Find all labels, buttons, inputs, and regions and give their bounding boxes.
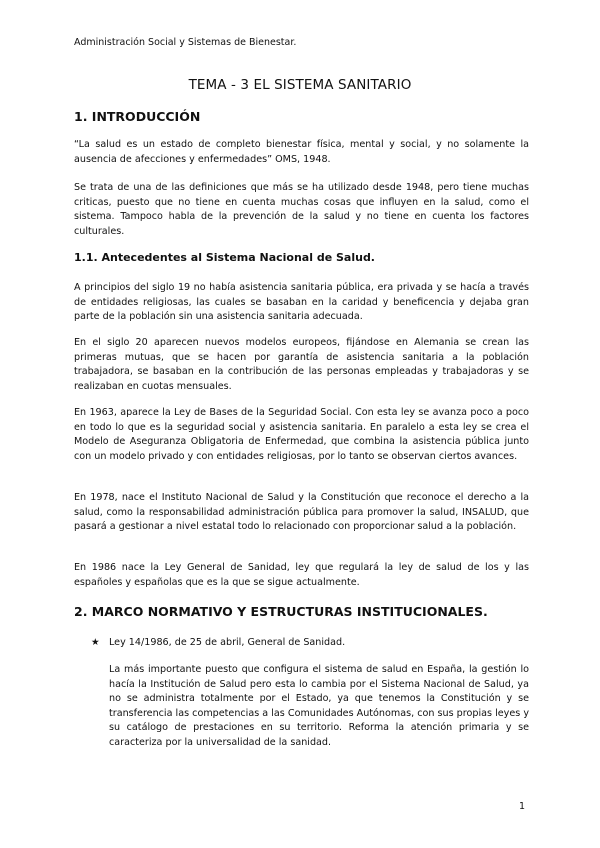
intro-paragraph: Se trata de una de las definiciones que más se ha utilizado desde 1948, pero tiene muchas criticas, puesto que no tiene en cuenta muchas cosas que influyen en la salud, como el sistema. Tampoco habla de la prevención de la salud y no tiene en cuenta los factores culturales. [74,182,529,237]
running-header: Administración Social y Sistemas de Bienestar. [74,37,297,48]
page-title: TEMA - 3 EL SISTEMA SANITARIO [188,77,412,93]
section-heading-introduccion: 1. INTRODUCCIÓN [74,109,201,124]
ley-general-sanidad-paragraph: La más importante puesto que configura el sistema de salud en España, la gestión lo hacía la Institución de Salud pero esta lo cambia por el Sistema Nacional de Salud, ya no se administra totalmente por el Estado, ya que tenemos la Constitución y se transferencia las competencias a las Comunidades Autónomas, con sus propias leyes y su catálogo de prestaciones en su territorio. Reforma la atención primaria y se caracteriza por la universalidad de la sanidad. [109,664,529,748]
section-heading-marco-normativo: 2. MARCO NORMATIVO Y ESTRUCTURAS INSTITUCIONALES. [74,604,488,619]
paragraph-siglo-20: En el siglo 20 aparecen nuevos modelos europeos, fijándose en Alemania se crean las primeras mutuas, que se hacen por garantía de asistencia sanitaria a la población trabajadora, se basaban en la contribución de las personas empleadas y trabajadoras y se realizaban en cuotas mensuales. [74,337,529,392]
paragraph-1986: En 1986 nace la Ley General de Sanidad, ley que regulará la ley de salud de los y las españoles y españolas que es la que se sigue actualmente. [74,562,529,588]
paragraph-1978: En 1978, nace el Instituto Nacional de Salud y la Constitución que reconoce el derecho a la salud, como la responsabilidad administración pública para promover la salud, INSALUD, que pasará a gestionar a nivel estatal todo lo relacionado con proporcionar salud a la población. [74,492,529,533]
subsection-heading-antecedentes: 1.1. Antecedentes al Sistema Nacional de Salud. [74,251,375,264]
bullet-item-ley-14-1986 [91,636,345,650]
paragraph-1963: En 1963, aparece la Ley de Bases de la Seguridad Social. Con esta ley se avanza poco a poco en todo lo que es la seguridad social y asistencia sanitaria. En paralelo a esta ley se crea el Modelo de Aseguranza Obligatoria de Enfermedad, que combina la asistencia pública junto con un modelo privado y con entidades religiosas, por lo tanto se observan ciertos avances. [74,407,529,462]
who-quote: “La salud es un estado de completo bienestar física, mental y social, y no solamente la ausencia de afecciones y enfermedades” OMS, 1948. [74,139,529,165]
star-bullet-icon: ★ [91,637,100,648]
paragraph-siglo-19: A principios del siglo 19 no había asistencia sanitaria pública, era privada y se hacía a través de entidades religiosas, las cuales se basaban en la caridad y beneficencia y dejaba gran parte de la población sin una asistencia sanitaria adecuada. [74,282,529,323]
page-number: 1 [519,801,526,812]
bullet-text: Ley 14/1986, de 25 de abril, General de Sanidad. [109,637,346,648]
